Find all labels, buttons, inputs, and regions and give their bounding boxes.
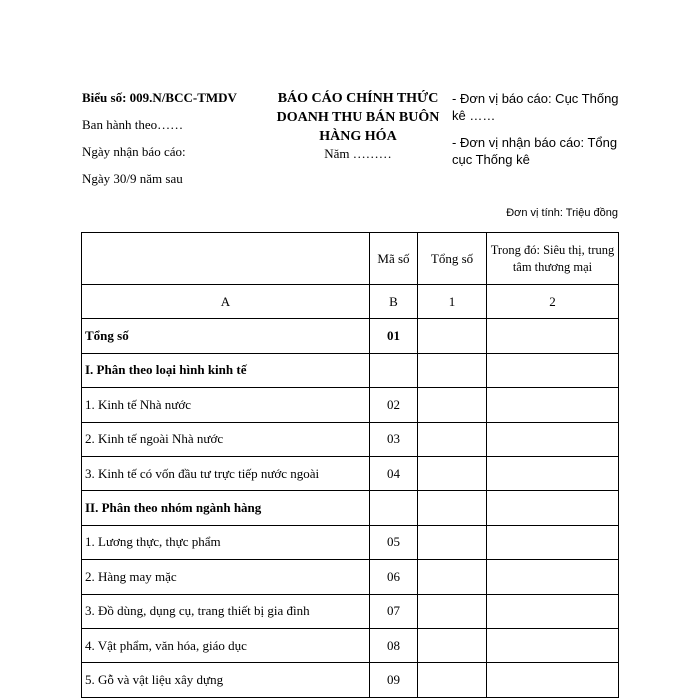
row-supermarket-cell: [487, 319, 619, 353]
row-supermarket-cell: [487, 628, 619, 662]
row-supermarket-cell: [487, 491, 619, 525]
report-title-line3: HÀNG HÓA: [319, 129, 397, 144]
table-row: [82, 319, 619, 353]
row-code: 07: [370, 594, 418, 628]
row-total-cell: [418, 594, 487, 628]
reporting-unit: - Đơn vị báo cáo: Cục Thống kê ……: [452, 91, 619, 123]
row-code: [370, 491, 418, 525]
index-1: 1: [418, 285, 487, 319]
row-total-cell: [418, 560, 487, 594]
row-code: 06: [370, 560, 418, 594]
header-name: [82, 233, 370, 285]
row-name: I. Phân theo loại hình kinh tế: [82, 353, 370, 387]
report-title-line2: DOANH THU BÁN BUÔN: [276, 110, 440, 125]
row-name: 4. Vật phẩm, văn hóa, giáo dục: [82, 628, 370, 662]
table-row: [82, 525, 619, 559]
row-total-cell: [418, 388, 487, 422]
header-code: Mã số: [370, 233, 418, 285]
table-row: [82, 628, 619, 662]
row-code: 02: [370, 388, 418, 422]
row-total-cell: [418, 628, 487, 662]
table-row: [82, 663, 619, 697]
index-a: A: [82, 285, 370, 319]
table-row: [82, 491, 619, 525]
row-total-cell: [418, 422, 487, 456]
table-row: [82, 353, 619, 387]
table-row: [82, 594, 619, 628]
row-supermarket-cell: [487, 525, 619, 559]
table-row: [82, 560, 619, 594]
row-total-cell: [418, 663, 487, 697]
row-supermarket-cell: [487, 594, 619, 628]
row-name: 3. Đồ dùng, dụng cụ, trang thiết bị gia đình: [82, 594, 370, 628]
row-code: 09: [370, 663, 418, 697]
table-row: [82, 388, 619, 422]
received-date: Ngày nhận báo cáo:: [82, 144, 186, 159]
row-supermarket-cell: [487, 422, 619, 456]
table-row: [82, 422, 619, 456]
header-total: Tổng số: [418, 233, 487, 285]
table-header-row: [82, 233, 619, 285]
index-2: 2: [487, 285, 619, 319]
row-supermarket-cell: [487, 663, 619, 697]
row-supermarket-cell: [487, 560, 619, 594]
row-supermarket-cell: [487, 456, 619, 490]
row-code: 04: [370, 456, 418, 490]
header-right: [452, 90, 624, 178]
report-title-line1: BÁO CÁO CHÍNH THỨC: [277, 91, 439, 106]
row-name: 1. Lương thực, thực phẩm: [82, 525, 370, 559]
index-b: B: [370, 285, 418, 319]
report-year: Năm ………: [324, 146, 392, 161]
report-table: [81, 232, 619, 698]
row-code: 03: [370, 422, 418, 456]
row-total-cell: [418, 319, 487, 353]
row-total-cell: [418, 353, 487, 387]
row-name: 5. Gỗ và vật liệu xây dựng: [82, 663, 370, 697]
row-name: Tổng số: [82, 319, 370, 353]
row-name: II. Phân theo nhóm ngành hàng: [82, 491, 370, 525]
header-left: [82, 90, 282, 198]
row-total-cell: [418, 525, 487, 559]
row-supermarket-cell: [487, 388, 619, 422]
row-name: 3. Kinh tế có vốn đầu tư trực tiếp nước ngoài: [82, 456, 370, 490]
header-supermarket: Trong đó: Siêu thị, trung tâm thương mại: [487, 233, 619, 285]
row-name: 2. Kinh tế ngoài Nhà nước: [82, 422, 370, 456]
deadline: Ngày 30/9 năm sau: [82, 171, 183, 186]
receiving-unit: - Đơn vị nhận báo cáo: Tổng cục Thống kê: [452, 135, 618, 167]
table-row: [82, 456, 619, 490]
row-name: 1. Kinh tế Nhà nước: [82, 388, 370, 422]
form-code: Biểu số: 009.N/BCC-TMDV: [82, 90, 237, 105]
row-code: 05: [370, 525, 418, 559]
row-code: 08: [370, 628, 418, 662]
row-code: 01: [370, 319, 418, 353]
issued-by: Ban hành theo……: [82, 117, 184, 132]
row-name: 2. Hàng may mặc: [82, 560, 370, 594]
unit-note: Đơn vị tính: Triệu đồng: [506, 207, 618, 219]
row-code: [370, 353, 418, 387]
header-center: [272, 89, 444, 161]
row-supermarket-cell: [487, 353, 619, 387]
row-total-cell: [418, 491, 487, 525]
table-index-row: [82, 285, 619, 319]
row-total-cell: [418, 456, 487, 490]
